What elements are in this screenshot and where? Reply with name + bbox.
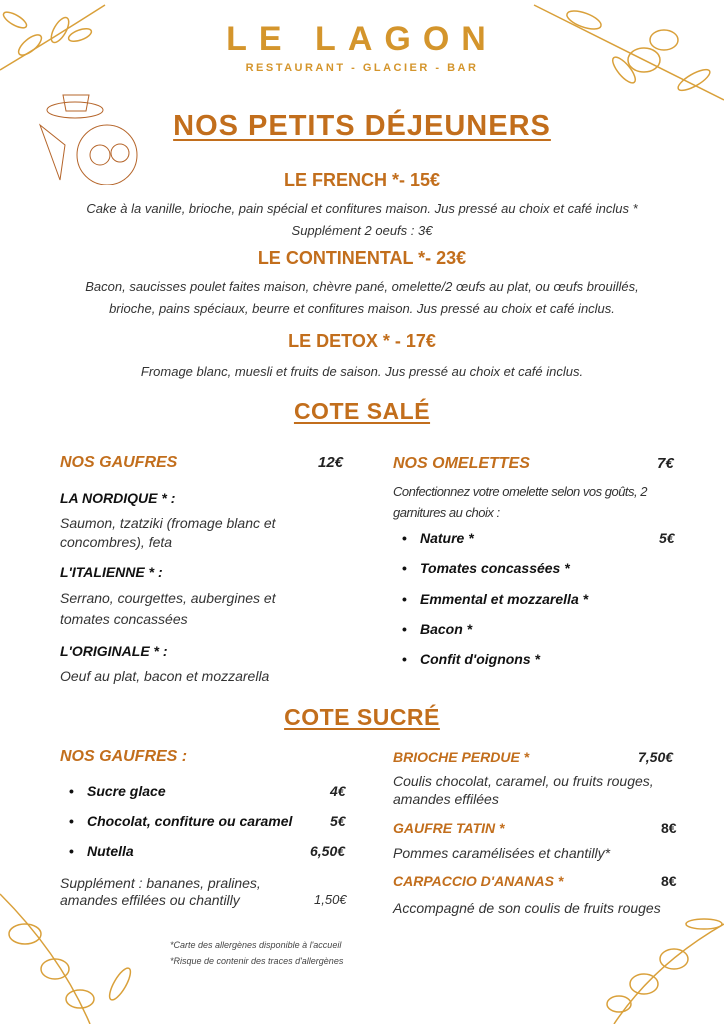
- restaurant-tagline: RESTAURANT - GLACIER - BAR: [245, 62, 479, 74]
- item-continental: LE CONTINENTAL *- 23€: [257, 248, 467, 268]
- olive-branch-icon: [574, 904, 724, 1024]
- brioche-perdue-price: 7,50€: [638, 749, 674, 765]
- brioche-perdue-desc: Coulis chocolat, caramel, ou fruits rouges,: [393, 773, 654, 789]
- sale-gaufres-title: NOS GAUFRES: [60, 454, 178, 471]
- gaufre-sucre-item: • Nutella: [87, 843, 134, 859]
- omelette-nature-price: 5€: [659, 530, 675, 546]
- supplement-price: 1,50€: [314, 892, 347, 907]
- item-detox-desc: Fromage blanc, muesli et fruits de saison. Jus pressé au choix et café inclus.: [140, 364, 584, 379]
- carpaccio-ananas-price: 8€: [661, 873, 677, 889]
- omelette-option: • Confit d'oignons *: [420, 651, 540, 667]
- carpaccio-ananas-desc: Accompagné de son coulis de fruits rouges: [393, 900, 661, 916]
- gaufre-originale-desc: Oeuf au plat, bacon et mozzarella: [60, 668, 270, 684]
- omelettes-desc2: garnitures au choix :: [393, 505, 500, 520]
- gaufre-sucre-item: • Sucre glace: [87, 783, 166, 799]
- gaufre-italienne: L'ITALIENNE * :: [60, 564, 163, 580]
- omelettes-title: NOS OMELETTES: [393, 455, 530, 472]
- sale-title: COTE SALÉ: [293, 398, 431, 424]
- gaufre-italienne-desc: Serrano, courgettes, aubergines et: [60, 590, 276, 606]
- restaurant-name: LE LAGON: [226, 20, 498, 58]
- supplement-desc: Supplément : bananes, pralines,: [60, 875, 261, 891]
- omelette-option: • Nature *: [420, 530, 474, 546]
- omelettes-desc: Confectionnez votre omelette selon vos goûts, 2: [393, 484, 647, 499]
- brioche-perdue-desc2: amandes effilées: [393, 791, 499, 807]
- gaufre-tatin: GAUFRE TATIN *: [393, 820, 505, 836]
- item-french-supp: Supplément 2 oeufs : 3€: [291, 223, 433, 238]
- gaufre-sucre-price: 5€: [330, 813, 346, 829]
- omelettes-price: 7€: [657, 455, 674, 472]
- breakfast-title: NOS PETITS DÉJEUNERS: [173, 110, 551, 142]
- omelette-option: • Tomates concassées *: [420, 560, 570, 576]
- gaufre-tatin-desc: Pommes caramélisées et chantilly*: [393, 845, 611, 861]
- gaufre-tatin-price: 8€: [661, 820, 677, 836]
- sucre-title: COTE SUCRÉ: [284, 704, 440, 730]
- omelette-option: • Bacon *: [420, 621, 472, 637]
- gaufre-sucre-price: 4€: [330, 783, 346, 799]
- sale-gaufres-price: 12€: [318, 454, 344, 471]
- allergen-note: *Risque de contenir des traces d'allergènes: [170, 956, 344, 966]
- item-french: LE FRENCH *- 15€: [283, 170, 441, 190]
- allergen-note: *Carte des allergènes disponible à l'accueil: [170, 940, 342, 950]
- supplement-desc2: amandes effilées ou chantilly: [60, 892, 240, 908]
- gaufre-italienne-desc2: tomates concassées: [60, 611, 188, 627]
- omelette-option: • Emmental et mozzarella *: [420, 591, 588, 607]
- item-continental-desc2: brioche, pains spéciaux, beurre et confitures maison. Jus pressé au choix et café inclus.: [109, 301, 615, 316]
- item-detox: LE DETOX * - 17€: [288, 331, 436, 351]
- item-continental-desc: Bacon, saucisses poulet faites maison, chèvre pané, omelette/2 œufs au plat, ou œufs brouillés,: [85, 279, 639, 294]
- carpaccio-ananas: CARPACCIO D'ANANAS *: [393, 873, 564, 889]
- gaufre-nordique: LA NORDIQUE * :: [60, 490, 176, 506]
- brioche-perdue: BRIOCHE PERDUE *: [393, 749, 530, 765]
- gaufre-sucre-price: 6,50€: [310, 843, 346, 859]
- gaufre-nordique-desc2: concombres), feta: [60, 534, 173, 550]
- gaufre-originale: L'ORIGINALE * :: [60, 643, 168, 659]
- gaufre-nordique-desc: Saumon, tzatziki (fromage blanc et: [60, 515, 276, 531]
- item-french-desc: Cake à la vanille, brioche, pain spécial et confitures maison. Jus pressé au choix et café inclus *: [86, 201, 638, 216]
- gaufre-sucre-item: • Chocolat, confiture ou caramel: [87, 813, 292, 829]
- sucre-gaufres-title: NOS GAUFRES :: [60, 748, 188, 765]
